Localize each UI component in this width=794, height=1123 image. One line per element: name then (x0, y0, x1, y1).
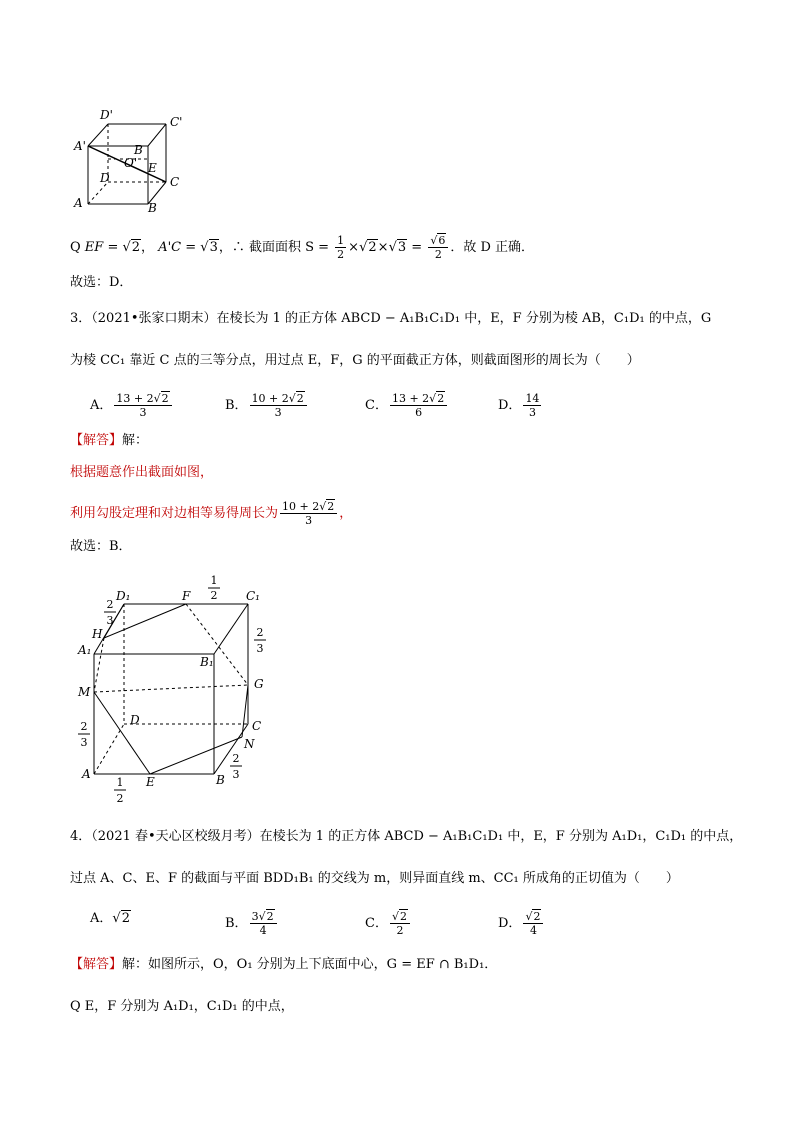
q3-option-b: B． $\frac{10 + 2√2}{3}$ (225, 392, 309, 419)
label-G: G (254, 677, 264, 691)
label-N: N (244, 737, 255, 751)
label-D: D (100, 171, 110, 185)
q4-option-a: A．√2 (90, 911, 130, 926)
answer-choice-1: 故选：D． (70, 275, 133, 290)
frac-den: 3 (106, 614, 114, 627)
frac-num: 1 (210, 574, 218, 587)
q3-sol1: 根据题意作出截面如图， (70, 465, 214, 480)
label-A: A (74, 196, 83, 210)
text: Q (70, 240, 85, 255)
sqrt: √3 (200, 240, 218, 255)
conclusion-line: Q EF = √2， A'C = √3，∴ 截面面积 S = $\frac{1}{2}$ ×√2×√3 = $\frac{√6}{2}$ ．故 D 正确． (70, 234, 535, 261)
label-E: E (148, 161, 157, 175)
figure-cube-1 (70, 104, 200, 216)
q3-option-a: A． $\frac{13 + 2√2}{3}$ (90, 392, 174, 419)
q3-option-c: C． $\frac{13 + 2√2}{6}$ (365, 392, 449, 419)
q4-last-line: Q E，F 分别为 A₁D₁，C₁D₁ 的中点， (70, 999, 294, 1014)
label-Dp: D' (100, 108, 113, 122)
label-H: H (92, 627, 103, 641)
frac-den: 2 (116, 792, 124, 805)
fraction: $\frac{√6}{2}$ (428, 234, 448, 261)
q3-choose: 故选：B． (70, 539, 132, 554)
frac-den: 3 (256, 642, 264, 655)
q4-answer: 【解答】解：如图所示，O，O₁ 分别为上下底面中心，G = EF ∩ B₁D₁． (70, 957, 498, 972)
q3-line2: 为棱 CC₁ 靠近 C 点的三等分点，用过点 E，F，G 的平面截正方体，则截面图形的周长为（ ） (70, 353, 640, 368)
frac-den: 3 (232, 768, 240, 781)
frac-num: 2 (80, 720, 88, 733)
label-B-mid: B (134, 143, 143, 157)
q4-line1: 4．（2021 春•天心区校级月考）在棱长为 1 的正方体 ABCD − A₁B₁C₁D₁ 中，E，F 分别为 A₁D₁，C₁D₁ 的中点， (70, 829, 743, 844)
label-A1: A₁ (78, 643, 92, 657)
frac-num: 2 (232, 752, 240, 765)
fraction: $\frac{1}{2}$ (337, 234, 345, 261)
frac-num: 2 (106, 598, 114, 611)
label-B: B (216, 773, 225, 787)
text: ，∴ 截面面积 S = (218, 240, 334, 255)
q3-option-d: D． $\frac{14}{3}$ (498, 392, 540, 419)
label-C: C (170, 175, 180, 189)
q4-option-c: C． $\frac{√2}{2}$ (365, 910, 412, 937)
q3-answer-tag: 【解答】解： (70, 433, 149, 448)
label-Cp: C' (170, 115, 183, 129)
label-Ap: A' (74, 139, 86, 153)
label-M: M (78, 685, 91, 699)
label-B: B (148, 201, 157, 215)
text: A'C = (158, 240, 201, 255)
text: ．故 D 正确． (450, 240, 535, 255)
figure-cube-2 (70, 572, 290, 812)
q4-option-d: D． $\frac{√2}{4}$ (498, 910, 545, 937)
label-C: C (252, 719, 262, 733)
frac-den: 2 (210, 589, 218, 602)
q4-option-b: B． $\frac{3√2}{4}$ (225, 910, 279, 937)
label-A: A (82, 767, 91, 781)
frac-num: 1 (116, 776, 124, 789)
label-B1: B₁ (200, 655, 214, 669)
label-F: F (182, 589, 191, 603)
label-D1: D₁ (116, 589, 131, 603)
q3-line1: 3．（2021•张家口期末）在棱长为 1 的正方体 ABCD − A₁B₁C₁D₁ 中，E，F 分别为棱 AB，C₁D₁ 的中点，G (70, 311, 712, 326)
label-O: O' (124, 156, 138, 170)
frac-num: 2 (256, 626, 264, 639)
label-D: D (130, 713, 140, 727)
text: EF = (84, 240, 123, 255)
label-C1: C₁ (246, 589, 260, 603)
q4-line2: 过点 A、C、E、F 的截面与平面 BDD₁B₁ 的交线为 m，则异面直线 m、CC₁ 所成角的正切值为（ ） (70, 871, 679, 886)
label-E: E (146, 775, 155, 789)
frac-den: 3 (80, 736, 88, 749)
sqrt: √2 (122, 240, 141, 255)
q3-sol2: 利用勾股定理和对边相等易得周长为 $\frac{10 + 2√2}{3}$ ， (70, 500, 353, 527)
